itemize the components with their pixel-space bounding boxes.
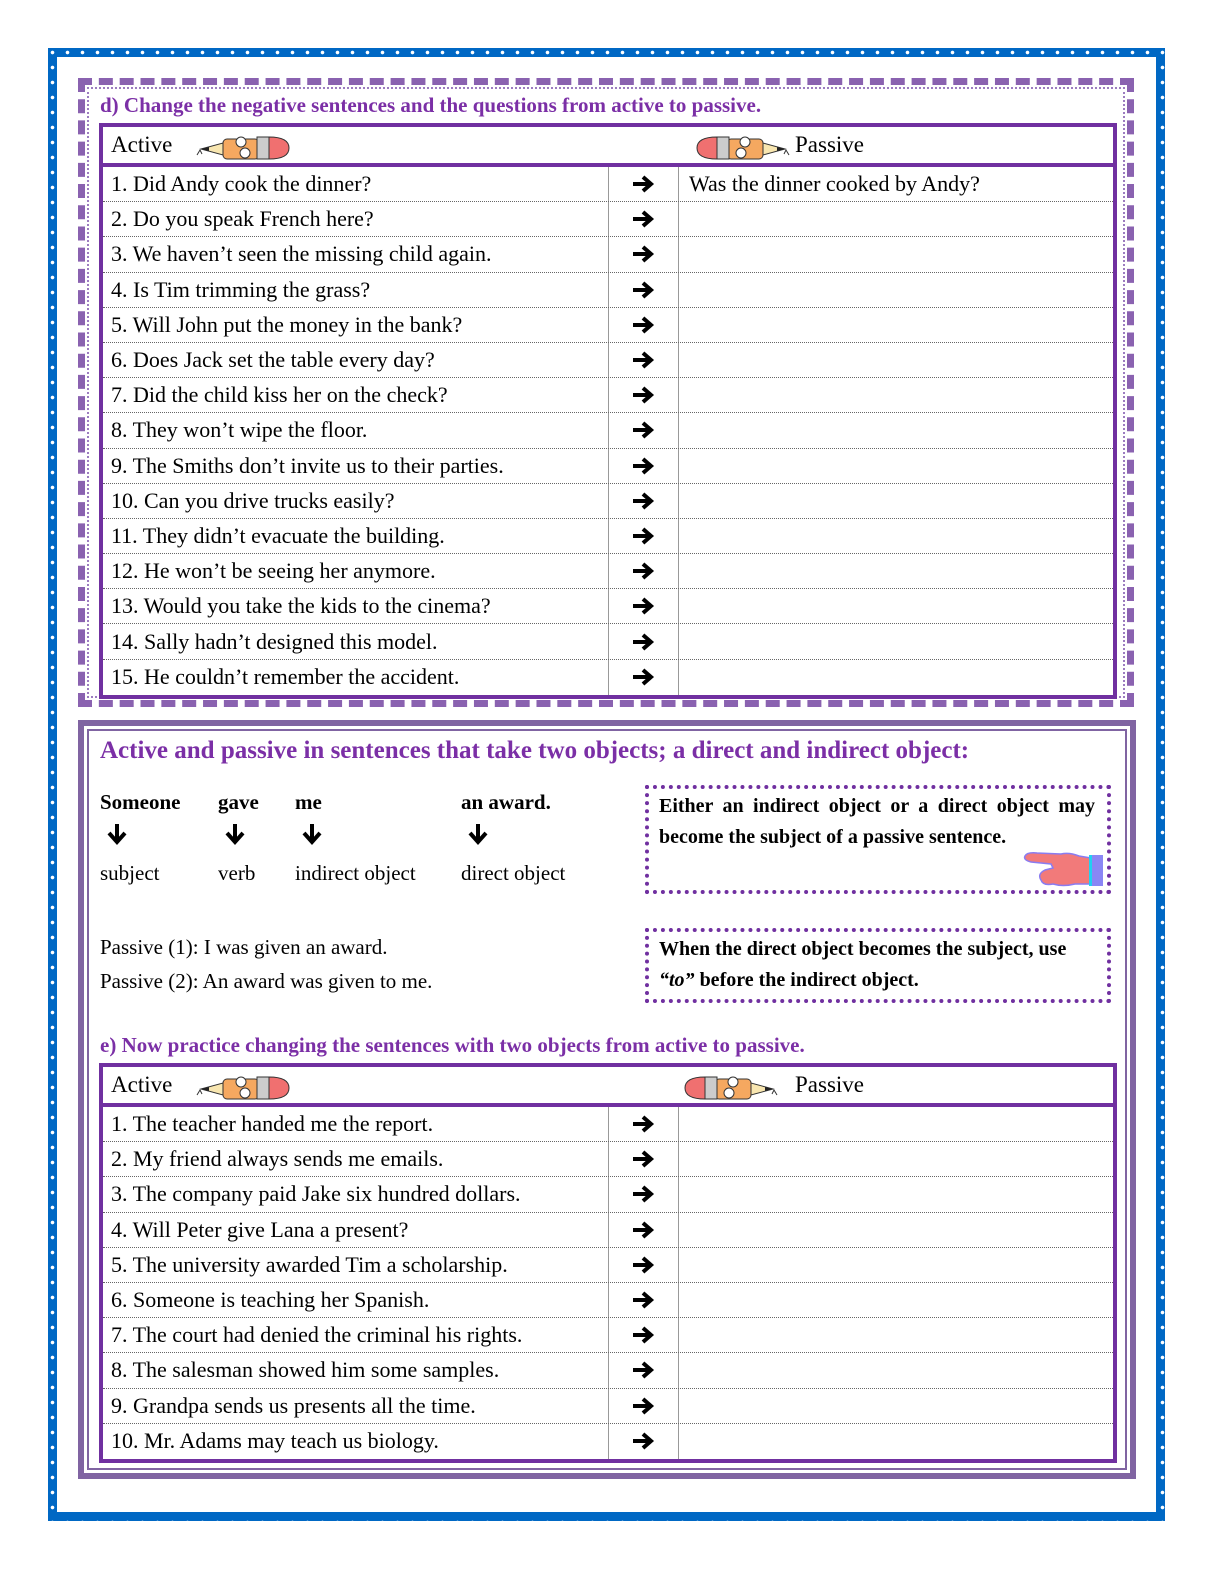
table-row bbox=[103, 1213, 1113, 1248]
header-passive: Passive bbox=[795, 132, 864, 157]
active-sentence: 2. Do you speak French here? bbox=[103, 202, 609, 236]
right-arrow-icon bbox=[609, 202, 679, 236]
pencil-icon bbox=[193, 133, 293, 167]
table-row bbox=[103, 413, 1113, 448]
example-word: me bbox=[295, 790, 322, 814]
section-e-title: e) Now practice changing the sentences with two objects from active to passive. bbox=[100, 1033, 805, 1057]
table-header bbox=[103, 1067, 1113, 1107]
passive-answer-field[interactable] bbox=[679, 1177, 1113, 1211]
section-d-table bbox=[99, 123, 1117, 699]
explanation-title: Active and passive in sentences that take two objects; a direct and indirect object: bbox=[100, 737, 970, 764]
passive-answer-field[interactable] bbox=[679, 1389, 1113, 1423]
section-e-table bbox=[99, 1063, 1117, 1463]
active-sentence: 2. My friend always sends me emails. bbox=[103, 1142, 609, 1176]
table-row bbox=[103, 624, 1113, 659]
passive-answer-field[interactable] bbox=[679, 413, 1113, 447]
example-word: Someone bbox=[100, 790, 181, 814]
note-box-2 bbox=[645, 928, 1111, 1003]
right-arrow-icon bbox=[609, 1389, 679, 1423]
table-row bbox=[103, 273, 1113, 308]
passive-answer-field[interactable] bbox=[679, 1318, 1113, 1352]
right-arrow-icon bbox=[609, 484, 679, 518]
right-arrow-icon bbox=[609, 1283, 679, 1317]
active-sentence: 12. He won’t be seeing her anymore. bbox=[103, 554, 609, 588]
table-row bbox=[103, 1424, 1113, 1459]
right-arrow-icon bbox=[609, 308, 679, 342]
table-header bbox=[103, 127, 1113, 167]
passive-answer-field[interactable] bbox=[679, 343, 1113, 377]
right-arrow-icon bbox=[609, 589, 679, 623]
right-arrow-icon bbox=[609, 237, 679, 271]
table-row bbox=[103, 1318, 1113, 1353]
passive-answer-field[interactable] bbox=[679, 660, 1113, 695]
example-role: subject bbox=[100, 861, 160, 885]
active-sentence: 10. Can you drive trucks easily? bbox=[103, 484, 609, 518]
passive-answer-field[interactable] bbox=[679, 1107, 1113, 1141]
right-arrow-icon bbox=[609, 1248, 679, 1282]
example-role: verb bbox=[218, 861, 256, 885]
passive-answer-field[interactable] bbox=[679, 519, 1113, 553]
right-arrow-icon bbox=[609, 449, 679, 483]
passive-answer-field[interactable] bbox=[679, 624, 1113, 658]
passive-answer-field[interactable] bbox=[679, 449, 1113, 483]
active-sentence: 1. Did Andy cook the dinner? bbox=[103, 167, 609, 201]
table-row bbox=[103, 1177, 1113, 1212]
table-row bbox=[103, 202, 1113, 237]
active-sentence: 1. The teacher handed me the report. bbox=[103, 1107, 609, 1141]
section-d-title: d) Change the negative sentences and the questions from active to passive. bbox=[100, 93, 762, 117]
table-row bbox=[103, 343, 1113, 378]
pencil-icon bbox=[693, 133, 793, 167]
note-2-text-a: When the direct object becomes the subject, use bbox=[659, 938, 1067, 960]
passive-answer-field[interactable] bbox=[679, 1283, 1113, 1317]
pencil-icon bbox=[681, 1073, 781, 1107]
right-arrow-icon bbox=[609, 413, 679, 447]
right-arrow-icon bbox=[609, 1318, 679, 1352]
active-sentence: 7. The court had denied the criminal his rights. bbox=[103, 1318, 609, 1352]
note-box-1 bbox=[645, 785, 1111, 894]
table-row bbox=[103, 378, 1113, 413]
right-arrow-icon bbox=[609, 1353, 679, 1387]
active-sentence: 5. The university awarded Tim a scholarship. bbox=[103, 1248, 609, 1282]
active-sentence: 8. They won’t wipe the floor. bbox=[103, 413, 609, 447]
active-sentence: 5. Will John put the money in the bank? bbox=[103, 308, 609, 342]
passive-answer-field[interactable] bbox=[679, 1213, 1113, 1247]
example-role: indirect object bbox=[295, 861, 416, 885]
right-arrow-icon bbox=[609, 273, 679, 307]
active-sentence: 10. Mr. Adams may teach us biology. bbox=[103, 1424, 609, 1459]
table-row bbox=[103, 237, 1113, 272]
header-active: Active bbox=[111, 132, 173, 157]
note-2-text-b: before the indirect object. bbox=[694, 969, 919, 991]
right-arrow-icon bbox=[609, 660, 679, 695]
active-sentence: 9. The Smiths don’t invite us to their parties. bbox=[103, 449, 609, 483]
passive-answer-field[interactable] bbox=[679, 1353, 1113, 1387]
table-row bbox=[103, 308, 1113, 343]
passive-answer-field[interactable] bbox=[679, 202, 1113, 236]
pencil-icon bbox=[193, 1073, 293, 1107]
right-arrow-icon bbox=[609, 1213, 679, 1247]
table-row bbox=[103, 660, 1113, 695]
right-arrow-icon bbox=[609, 519, 679, 553]
active-sentence: 9. Grandpa sends us presents all the time. bbox=[103, 1389, 609, 1423]
right-arrow-icon bbox=[609, 343, 679, 377]
active-sentence: 15. He couldn’t remember the accident. bbox=[103, 660, 609, 695]
passive-answer-field[interactable] bbox=[679, 589, 1113, 623]
active-sentence: 4. Will Peter give Lana a present? bbox=[103, 1213, 609, 1247]
passive-answer-field[interactable] bbox=[679, 1142, 1113, 1176]
example-role: direct object bbox=[461, 861, 566, 885]
table-row bbox=[103, 167, 1113, 202]
passive-answer-field[interactable] bbox=[679, 1248, 1113, 1282]
down-arrow-icon bbox=[301, 822, 323, 846]
right-arrow-icon bbox=[609, 1424, 679, 1459]
right-arrow-icon bbox=[609, 554, 679, 588]
table-row bbox=[103, 519, 1113, 554]
header-active: Active bbox=[111, 1072, 173, 1097]
active-sentence: 11. They didn’t evacuate the building. bbox=[103, 519, 609, 553]
header-passive: Passive bbox=[795, 1072, 864, 1097]
passive-answer-field[interactable] bbox=[679, 554, 1113, 588]
right-arrow-icon bbox=[609, 167, 679, 201]
table-row bbox=[103, 589, 1113, 624]
passive-answer-field[interactable] bbox=[679, 308, 1113, 342]
down-arrow-icon bbox=[106, 822, 128, 846]
active-sentence: 13. Would you take the kids to the cinema? bbox=[103, 589, 609, 623]
example-word: an award. bbox=[461, 790, 551, 814]
table-row bbox=[103, 484, 1113, 519]
right-arrow-icon bbox=[609, 1177, 679, 1211]
note-2-to: “to” bbox=[659, 969, 695, 991]
right-arrow-icon bbox=[609, 378, 679, 412]
passive-answer-field[interactable] bbox=[679, 1424, 1113, 1459]
table-row bbox=[103, 1283, 1113, 1318]
active-sentence: 14. Sally hadn’t designed this model. bbox=[103, 624, 609, 658]
table-row bbox=[103, 1142, 1113, 1177]
pointing-hand-icon bbox=[1023, 850, 1105, 888]
down-arrow-icon bbox=[467, 822, 489, 846]
passive-answer-field[interactable] bbox=[679, 378, 1113, 412]
active-sentence: 3. We haven’t seen the missing child again. bbox=[103, 237, 609, 271]
active-sentence: 7. Did the child kiss her on the check? bbox=[103, 378, 609, 412]
passive-answer-field[interactable] bbox=[679, 237, 1113, 271]
passive-answer-field[interactable]: Was the dinner cooked by Andy? bbox=[689, 171, 980, 197]
active-sentence: 6. Someone is teaching her Spanish. bbox=[103, 1283, 609, 1317]
active-sentence: 8. The salesman showed him some samples. bbox=[103, 1353, 609, 1387]
active-sentence: 6. Does Jack set the table every day? bbox=[103, 343, 609, 377]
right-arrow-icon bbox=[609, 1107, 679, 1141]
example-word: gave bbox=[218, 790, 259, 814]
table-row bbox=[103, 1107, 1113, 1142]
table-row bbox=[103, 1353, 1113, 1388]
table-row bbox=[103, 1389, 1113, 1424]
down-arrow-icon bbox=[224, 822, 246, 846]
right-arrow-icon bbox=[609, 624, 679, 658]
passive-example-2: Passive (2): An award was given to me. bbox=[100, 969, 433, 993]
table-row bbox=[103, 449, 1113, 484]
active-sentence: 4. Is Tim trimming the grass? bbox=[103, 273, 609, 307]
note-1-text: Either an indirect object or a direct object may become the subject of a passive sentence. bbox=[659, 795, 1095, 848]
table-row bbox=[103, 1248, 1113, 1283]
passive-answer-field[interactable] bbox=[679, 273, 1113, 307]
active-sentence: 3. The company paid Jake six hundred dollars. bbox=[103, 1177, 609, 1211]
table-row bbox=[103, 554, 1113, 589]
passive-example-1: Passive (1): I was given an award. bbox=[100, 935, 388, 959]
passive-answer-field[interactable] bbox=[679, 484, 1113, 518]
right-arrow-icon bbox=[609, 1142, 679, 1176]
